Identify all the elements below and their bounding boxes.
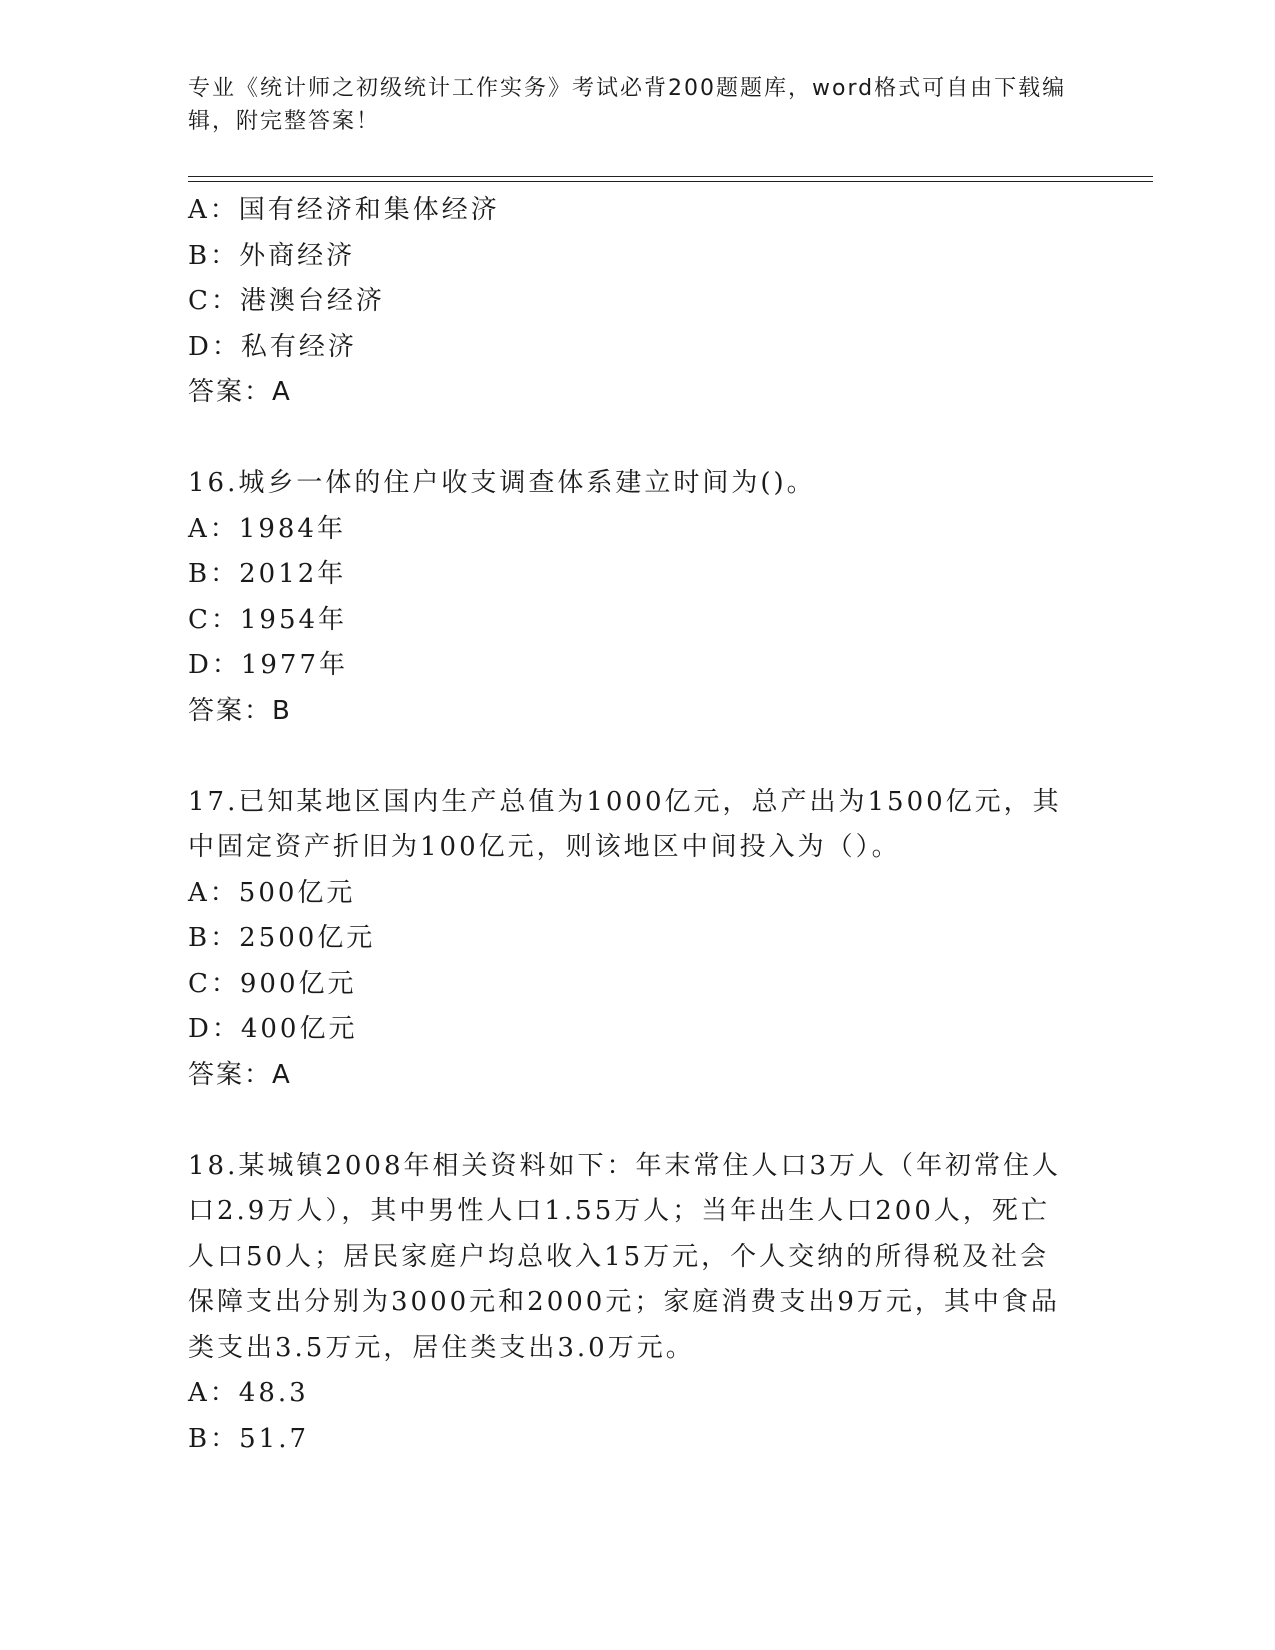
option-c: C：港澳台经济 <box>188 286 385 316</box>
document-header: 专业《统计师之初级统计工作实务》考试必背200题题库，word格式可自由下载编辑，附完整答案！ <box>188 76 1067 134</box>
option-a: A：500亿元 <box>188 877 356 908</box>
option-d: D：1977年 <box>188 650 349 680</box>
option-c: C：900亿元 <box>188 968 357 999</box>
header-divider-bottom <box>188 181 1153 182</box>
question-list <box>188 188 1088 1462</box>
answer-line: 答案：A <box>188 1059 292 1090</box>
option-b: B：2500亿元 <box>188 923 376 953</box>
option-a: A：国有经济和集体经济 <box>188 195 500 225</box>
question-17 <box>188 780 1088 1099</box>
option-a: A：1984年 <box>188 513 346 544</box>
question-text: 18.某城镇2008年相关资料如下：年末常住人口3万人（年初常住人口2.9万人），其中男性人口1.55万人；当年出生人口200人，死亡人口50人；居民家庭户均总收入15万元，个人交纳的所得税及社会保障支出分别为3000元和2000元；家庭消费支出9万元，其中食品类支出3.5万元，居住类支出3.0万元。 <box>188 1150 1062 1363</box>
question-15 <box>188 188 1088 416</box>
question-16 <box>188 461 1088 734</box>
option-b: B：外商经济 <box>188 240 356 271</box>
answer-line: 答案：A <box>188 377 292 407</box>
question-text: 16.城乡一体的住户收支调查体系建立时间为()。 <box>188 468 816 498</box>
spacer <box>188 1098 1088 1144</box>
option-d: D：400亿元 <box>188 1014 358 1044</box>
option-a: A：48.3 <box>188 1378 309 1408</box>
option-d: D：私有经济 <box>188 331 357 362</box>
spacer <box>188 734 1088 780</box>
question-18 <box>188 1144 1088 1463</box>
option-c: C：1954年 <box>188 604 348 635</box>
option-b: B：51.7 <box>188 1423 309 1454</box>
option-b: B：2012年 <box>188 559 347 589</box>
question-text: 17.已知某地区国内生产总值为1000亿元，总产出为1500亿元，其中固定资产折旧为100亿元，则该地区中间投入为（）。 <box>188 786 1062 862</box>
spacer <box>188 416 1088 462</box>
answer-line: 答案：B <box>188 695 292 726</box>
header-divider-top <box>188 176 1153 177</box>
